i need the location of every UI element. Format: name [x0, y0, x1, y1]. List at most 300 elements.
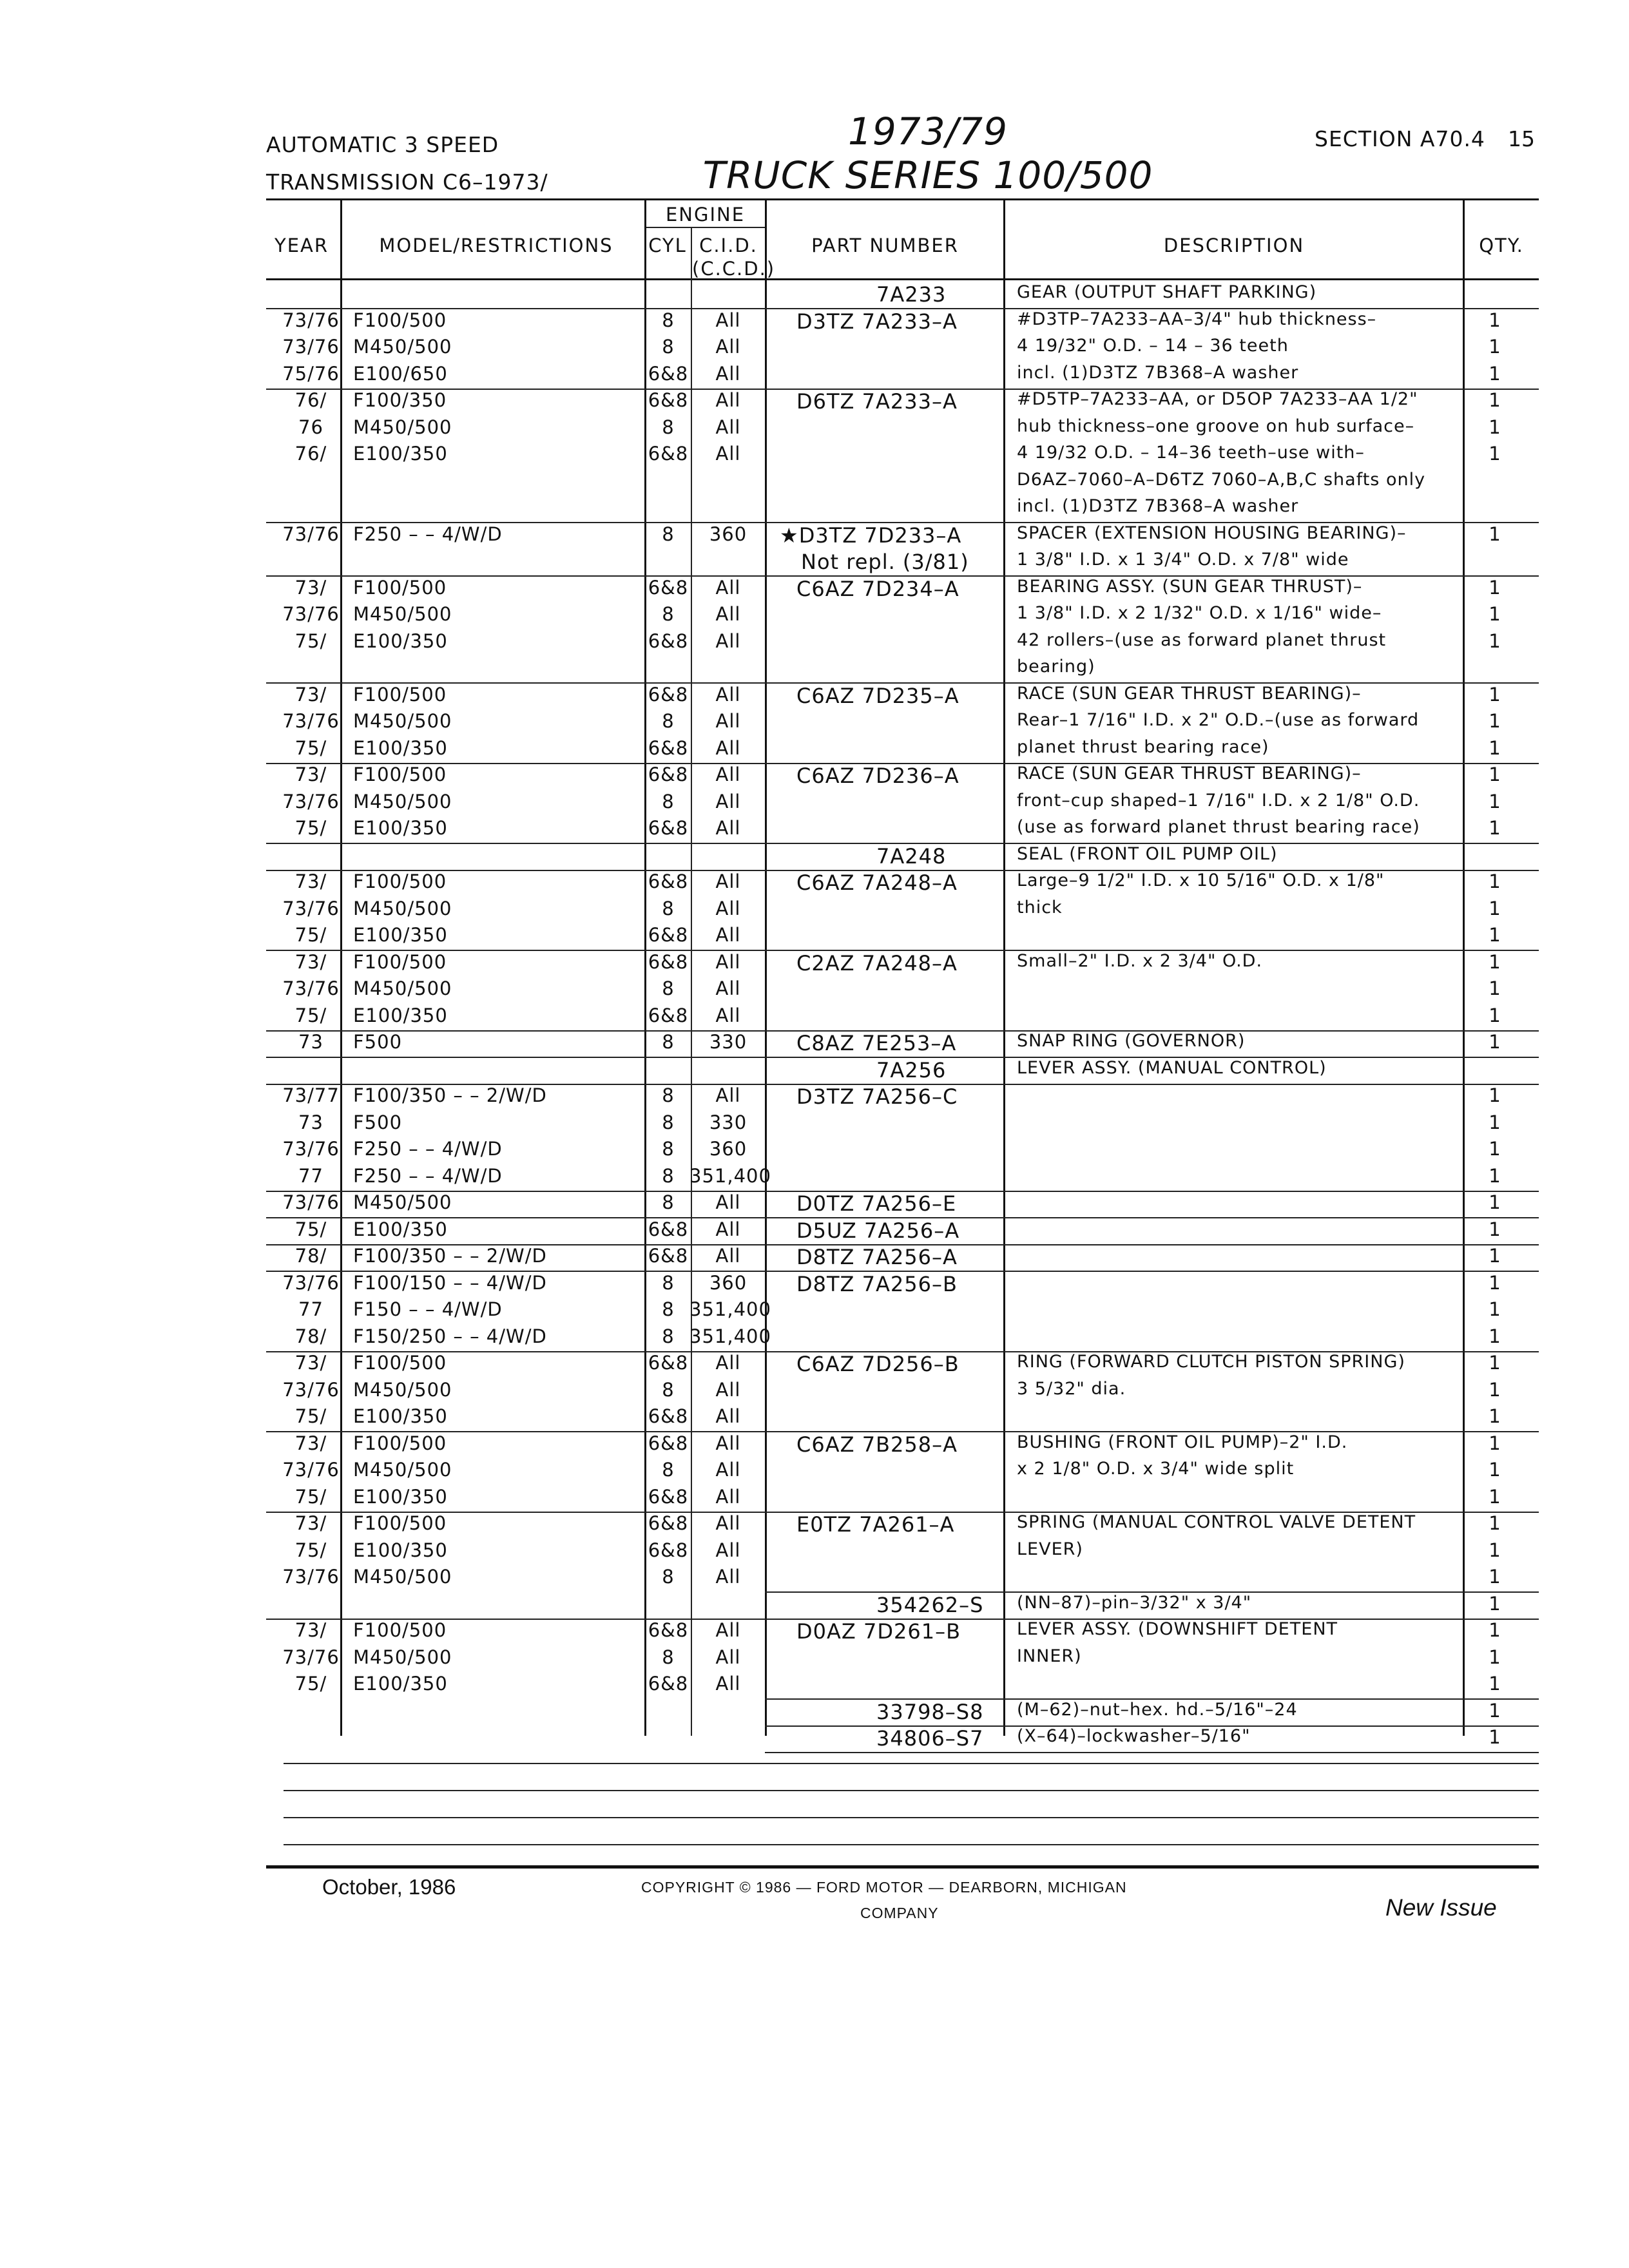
cell-model: M450/500 — [353, 1646, 452, 1668]
cell-desc: thick — [1017, 897, 1063, 918]
cell-model: E100/350 — [353, 736, 448, 759]
cell-yr: 75/ — [294, 1218, 327, 1240]
cell-model: E100/350 — [353, 1539, 448, 1561]
cell-qty: 1 — [1489, 1191, 1501, 1213]
footer-date: October, 1986 — [322, 1875, 456, 1899]
cell-cid: All — [715, 1646, 741, 1668]
cell-desc: LEVER ASSY. (MANUAL CONTROL) — [1017, 1057, 1327, 1078]
cell-yr: 78/ — [294, 1325, 327, 1347]
cell-cid: All — [715, 389, 741, 411]
cell-qty: 1 — [1489, 1084, 1501, 1106]
cell-qty: 1 — [1489, 416, 1501, 438]
cell-cid: All — [715, 362, 741, 385]
col-cyl-header: CYL — [648, 235, 687, 256]
cell-yr: 75/ — [294, 1673, 327, 1695]
cell-yr: 73/ — [294, 1619, 327, 1641]
cell-pn: 33798–S8 — [876, 1699, 984, 1724]
cell-qty: 1 — [1489, 1485, 1501, 1508]
cell-cyl: 6&8 — [648, 924, 689, 946]
cell-yr: 75/ — [294, 1539, 327, 1561]
cell-model: M450/500 — [353, 1566, 452, 1588]
cell-cyl: 8 — [662, 1164, 675, 1187]
cell-pn: D0TZ 7A256–E — [796, 1191, 957, 1216]
cell-cyl: 6&8 — [648, 1485, 689, 1508]
cell-cid: All — [715, 1512, 741, 1534]
cell-pn: D3TZ 7A233–A — [796, 309, 958, 334]
cell-model: F100/150 – – 4/W/D — [353, 1271, 547, 1294]
cell-yr: 73/ — [294, 950, 327, 973]
cell-pn: C6AZ 7D256–B — [796, 1352, 959, 1376]
cell-model: M450/500 — [353, 1191, 452, 1213]
cell-model: F100/500 — [353, 1432, 447, 1454]
cell-qty: 1 — [1489, 683, 1501, 706]
subject-line-2: TRANSMISSION C6–1973/ — [266, 169, 548, 195]
cell-yr: 77 — [298, 1298, 323, 1320]
cell-cyl: 6&8 — [648, 443, 689, 465]
cell-cid: All — [715, 1218, 741, 1240]
cell-cid: All — [715, 683, 741, 706]
cell-qty: 1 — [1489, 817, 1501, 839]
cell-cyl: 6&8 — [648, 764, 689, 785]
cell-pn: Not repl. (3/81) — [801, 550, 969, 574]
cell-cyl: 8 — [662, 309, 675, 331]
cell-desc: LEVER ASSY. (DOWNSHIFT DETENT — [1017, 1619, 1338, 1639]
cell-cyl: 6&8 — [648, 1218, 689, 1240]
col-cid-header: C.I.D. — [699, 235, 758, 256]
cell-yr: 73/ — [294, 576, 327, 599]
cell-qty: 1 — [1489, 576, 1501, 599]
cell-pn: C6AZ 7B258–A — [796, 1432, 958, 1457]
cell-qty: 1 — [1489, 389, 1501, 411]
cell-cid: All — [715, 1191, 741, 1213]
cell-desc: BUSHING (FRONT OIL PUMP)–2" I.D. — [1017, 1432, 1348, 1452]
cell-qty: 1 — [1489, 897, 1501, 919]
cell-model: F150 – – 4/W/D — [353, 1298, 503, 1320]
cell-cyl: 6&8 — [648, 1245, 689, 1267]
cell-cid: 351,400 — [689, 1325, 771, 1347]
cell-model: F100/500 — [353, 1619, 447, 1641]
cell-cyl: 8 — [662, 790, 675, 812]
cell-desc: (NN–87)–pin–3/32" x 3/4" — [1017, 1592, 1252, 1613]
cell-qty: 1 — [1489, 1619, 1501, 1641]
subject-line-1: AUTOMATIC 3 SPEED — [266, 132, 499, 157]
cell-qty: 1 — [1489, 977, 1501, 999]
cell-cyl: 8 — [662, 603, 675, 625]
cell-yr: 76/ — [294, 443, 327, 465]
cell-cid: All — [715, 790, 741, 812]
cell-cid: All — [715, 1619, 741, 1641]
cell-yr: 76 — [298, 416, 323, 438]
cell-yr: 76/ — [294, 389, 327, 411]
cell-model: F100/500 — [353, 576, 447, 599]
cell-model: M450/500 — [353, 416, 452, 438]
cell-cyl: 8 — [662, 1084, 675, 1106]
cell-cyl: 8 — [662, 1298, 675, 1320]
cell-pn: C2AZ 7A248–A — [796, 950, 958, 975]
cell-cyl: 6&8 — [648, 1619, 689, 1641]
col-qty-header: QTY. — [1479, 235, 1524, 256]
cell-qty: 1 — [1489, 603, 1501, 625]
footer-copyright: COPYRIGHT © 1986 — FORD MOTOR — DEARBORN, MICHIGAN — [641, 1879, 1127, 1896]
cell-yr: 75/ — [294, 1485, 327, 1508]
cell-yr: 73/77 — [282, 1084, 340, 1106]
cell-pn: C6AZ 7A248–A — [796, 870, 958, 895]
cell-qty: 1 — [1489, 1726, 1501, 1748]
cell-qty: 1 — [1489, 790, 1501, 812]
cell-cid: All — [715, 870, 741, 892]
cell-cyl: 8 — [662, 1031, 675, 1053]
page-number: 15 — [1508, 126, 1535, 151]
cell-cyl: 6&8 — [648, 736, 689, 759]
cell-cid: All — [715, 1084, 741, 1106]
cell-desc: D6AZ–7060–A–D6TZ 7060–A,B,C shafts only — [1017, 469, 1426, 490]
footer-issue: New Issue — [1385, 1894, 1497, 1921]
cell-model: M450/500 — [353, 977, 452, 999]
cell-cid: All — [715, 603, 741, 625]
cell-cid: 351,400 — [689, 1298, 771, 1320]
cell-cid: All — [715, 1566, 741, 1588]
cell-cid: All — [715, 1245, 741, 1267]
cell-desc: 42 rollers–(use as forward planet thrust — [1017, 629, 1387, 650]
cell-model: F100/500 — [353, 764, 447, 785]
cell-desc: incl. (1)D3TZ 7B368–A washer — [1017, 362, 1299, 383]
cell-cyl: 6&8 — [648, 1539, 689, 1561]
cell-yr: 73/76 — [282, 1459, 340, 1481]
cell-model: M450/500 — [353, 710, 452, 732]
cell-cid: All — [715, 1459, 741, 1481]
cell-desc: Rear–1 7/16" I.D. x 2" O.D.–(use as forward — [1017, 710, 1420, 730]
cell-model: F150/250 – – 4/W/D — [353, 1325, 547, 1347]
cell-model: E100/350 — [353, 1405, 448, 1427]
section-label: SECTION A70.4 — [1315, 126, 1485, 151]
cell-model: E100/350 — [353, 1004, 448, 1026]
cell-yr: 73/76 — [282, 977, 340, 999]
cell-yr: 73/76 — [282, 1646, 340, 1668]
cell-cyl: 8 — [662, 1111, 675, 1133]
cell-model: M450/500 — [353, 603, 452, 625]
cell-yr: 75/76 — [282, 362, 340, 385]
cell-qty: 1 — [1489, 309, 1501, 331]
cell-desc: (use as forward planet thrust bearing race) — [1017, 817, 1420, 837]
cell-cid: All — [715, 629, 741, 652]
cell-pn: D5UZ 7A256–A — [796, 1218, 960, 1243]
cell-model: E100/350 — [353, 1673, 448, 1695]
cell-desc: 4 19/32" O.D. – 14 – 36 teeth — [1017, 336, 1289, 356]
cell-pn: 7A248 — [876, 843, 947, 869]
cell-cid: All — [715, 1405, 741, 1427]
cell-cyl: 6&8 — [648, 870, 689, 892]
cell-yr: 73/76 — [282, 1191, 340, 1213]
cell-qty: 1 — [1489, 1512, 1501, 1534]
cell-cyl: 8 — [662, 336, 675, 358]
cell-cid: All — [715, 924, 741, 946]
cell-yr: 73 — [298, 1031, 323, 1053]
cell-desc: #D3TP–7A233–AA–3/4" hub thickness– — [1017, 309, 1377, 329]
cell-desc: hub thickness–one groove on hub surface– — [1017, 416, 1415, 436]
cell-model: F100/500 — [353, 950, 447, 973]
cell-cyl: 6&8 — [648, 1004, 689, 1026]
cell-cid: All — [715, 1378, 741, 1401]
cell-yr: 73/76 — [282, 1378, 340, 1401]
cell-cyl: 6&8 — [648, 1405, 689, 1427]
cell-yr: 73/ — [294, 764, 327, 785]
cell-qty: 1 — [1489, 1539, 1501, 1561]
cell-cyl: 8 — [662, 977, 675, 999]
cell-yr: 73/76 — [282, 1566, 340, 1588]
cell-yr: 73/76 — [282, 309, 340, 331]
cell-qty: 1 — [1489, 1031, 1501, 1053]
cell-qty: 1 — [1489, 1138, 1501, 1160]
cell-cyl: 6&8 — [648, 1432, 689, 1454]
cell-cid: 351,400 — [689, 1164, 771, 1187]
cell-cid: All — [715, 416, 741, 438]
cell-qty: 1 — [1489, 1405, 1501, 1427]
cell-model: E100/350 — [353, 924, 448, 946]
cell-qty: 1 — [1489, 362, 1501, 385]
cell-model: F250 – – 4/W/D — [353, 523, 503, 545]
cell-cyl: 6&8 — [648, 683, 689, 706]
cell-qty: 1 — [1489, 1646, 1501, 1668]
cell-cid: 360 — [709, 1271, 747, 1294]
cell-qty: 1 — [1489, 1459, 1501, 1481]
cell-qty: 1 — [1489, 336, 1501, 358]
cell-desc: front–cup shaped–1 7/16" I.D. x 2 1/8" O.D. — [1017, 790, 1420, 811]
cell-qty: 1 — [1489, 764, 1501, 785]
cell-yr: 75/ — [294, 629, 327, 652]
col-model-header: MODEL/RESTRICTIONS — [379, 235, 613, 256]
cell-pn: 354262–S — [876, 1592, 984, 1617]
cell-desc: planet thrust bearing race) — [1017, 736, 1269, 757]
cell-desc: 4 19/32 O.D. – 14–36 teeth–use with– — [1017, 443, 1365, 463]
cell-cid: All — [715, 1673, 741, 1695]
cell-cyl: 6&8 — [648, 1352, 689, 1374]
cell-desc: RING (FORWARD CLUTCH PISTON SPRING) — [1017, 1352, 1405, 1372]
cell-qty: 1 — [1489, 870, 1501, 892]
cell-pn: C6AZ 7D234–A — [796, 576, 959, 601]
cell-model: E100/350 — [353, 1218, 448, 1240]
cell-cyl: 8 — [662, 523, 675, 545]
cell-cyl: 6&8 — [648, 1512, 689, 1534]
cell-cid: All — [715, 1485, 741, 1508]
cell-cyl: 6&8 — [648, 1673, 689, 1695]
cell-model: F500 — [353, 1111, 403, 1133]
cell-desc: GEAR (OUTPUT SHAFT PARKING) — [1017, 282, 1317, 302]
cell-pn: C8AZ 7E253–A — [796, 1031, 957, 1055]
cell-model: E100/350 — [353, 443, 448, 465]
cell-pn: D8TZ 7A256–A — [796, 1245, 958, 1269]
cell-model: F100/350 — [353, 389, 447, 411]
row-separator — [765, 1752, 1539, 1753]
cell-yr: 73/76 — [282, 603, 340, 625]
cell-desc: 3 5/32" dia. — [1017, 1378, 1126, 1399]
cell-desc: bearing) — [1017, 657, 1095, 677]
cell-qty: 1 — [1489, 1592, 1501, 1615]
cell-cyl: 6&8 — [648, 629, 689, 652]
cell-qty: 1 — [1489, 1432, 1501, 1454]
cell-desc: SPRING (MANUAL CONTROL VALVE DETENT — [1017, 1512, 1416, 1532]
cell-cid: All — [715, 309, 741, 331]
title-series: TRUCK SERIES 100/500 — [702, 153, 1153, 197]
cell-qty: 1 — [1489, 736, 1501, 759]
cell-cyl: 8 — [662, 416, 675, 438]
cell-yr: 77 — [298, 1164, 323, 1187]
col-desc-header: DESCRIPTION — [1163, 235, 1305, 256]
cell-pn: D3TZ 7A256–C — [796, 1084, 958, 1109]
col-engine-header: ENGINE — [665, 204, 746, 226]
cell-cid: All — [715, 950, 741, 973]
cell-yr: 73/76 — [282, 1271, 340, 1294]
cell-yr: 75/ — [294, 1405, 327, 1427]
cell-model: F100/350 – – 2/W/D — [353, 1245, 547, 1267]
cell-cyl: 8 — [662, 1459, 675, 1481]
cell-pn: 7A233 — [876, 282, 947, 307]
cell-desc: INNER) — [1017, 1646, 1082, 1666]
cell-pn: E0TZ 7A261–A — [796, 1512, 955, 1537]
cell-yr: 73/76 — [282, 336, 340, 358]
cell-desc: SNAP RING (GOVERNOR) — [1017, 1031, 1246, 1051]
cell-yr: 75/ — [294, 736, 327, 759]
cell-pn: C6AZ 7D236–A — [796, 764, 959, 788]
cell-model: M450/500 — [353, 1378, 452, 1401]
cell-yr: 75/ — [294, 1004, 327, 1026]
cell-cid: All — [715, 1352, 741, 1374]
cell-pn: C6AZ 7D235–A — [796, 683, 959, 708]
cell-model: F100/500 — [353, 309, 447, 331]
cell-desc: RACE (SUN GEAR THRUST BEARING)– — [1017, 683, 1362, 704]
cell-cyl: 8 — [662, 1271, 675, 1294]
cell-yr: 75/ — [294, 924, 327, 946]
cell-pn: 7A256 — [876, 1057, 947, 1082]
cell-cid: All — [715, 1432, 741, 1454]
cell-qty: 1 — [1489, 1352, 1501, 1374]
cell-qty: 1 — [1489, 1699, 1501, 1722]
cell-yr: 73/76 — [282, 1138, 340, 1160]
cell-cid: All — [715, 576, 741, 599]
cell-desc: #D5TP–7A233–AA, or D5OP 7A233–AA 1/2" — [1017, 389, 1418, 409]
cell-qty: 1 — [1489, 443, 1501, 465]
cell-cyl: 8 — [662, 1566, 675, 1588]
cell-cyl: 8 — [662, 1646, 675, 1668]
cell-cid: 360 — [709, 523, 747, 545]
cell-qty: 1 — [1489, 1111, 1501, 1133]
col-part-header: PART NUMBER — [811, 235, 959, 256]
cell-yr: 73/ — [294, 870, 327, 892]
cell-qty: 1 — [1489, 1245, 1501, 1267]
cell-desc: BEARING ASSY. (SUN GEAR THRUST)– — [1017, 576, 1363, 597]
cell-desc: Large–9 1/2" I.D. x 10 5/16" O.D. x 1/8" — [1017, 870, 1385, 890]
cell-pn: D8TZ 7A256–B — [796, 1271, 958, 1296]
cell-model: E100/350 — [353, 817, 448, 839]
cell-model: E100/350 — [353, 1485, 448, 1508]
cell-model: E100/650 — [353, 362, 448, 385]
cell-qty: 1 — [1489, 1218, 1501, 1240]
cell-cyl: 6&8 — [648, 389, 689, 411]
cell-cyl: 6&8 — [648, 576, 689, 599]
cell-cyl: 6&8 — [648, 950, 689, 973]
cell-yr: 78/ — [294, 1245, 327, 1267]
cell-cid: All — [715, 336, 741, 358]
cell-model: M450/500 — [353, 790, 452, 812]
cell-yr: 73/76 — [282, 523, 340, 545]
cell-model: F100/350 – – 2/W/D — [353, 1084, 547, 1106]
cell-yr: 73/ — [294, 1512, 327, 1534]
cell-desc: 1 3/8" I.D. x 2 1/32" O.D. x 1/16" wide– — [1017, 603, 1382, 623]
cell-qty: 1 — [1489, 629, 1501, 652]
title-years: 1973/79 — [848, 110, 1008, 153]
cell-cid: All — [715, 710, 741, 732]
cell-qty: 1 — [1489, 1566, 1501, 1588]
cell-cid: 330 — [709, 1031, 747, 1053]
cell-qty: 1 — [1489, 1004, 1501, 1026]
cell-qty: 1 — [1489, 1164, 1501, 1187]
cell-cid: All — [715, 443, 741, 465]
cell-qty: 1 — [1489, 1378, 1501, 1401]
cell-qty: 1 — [1489, 523, 1501, 545]
cell-desc: incl. (1)D3TZ 7B368–A washer — [1017, 496, 1299, 516]
cell-desc: x 2 1/8" O.D. x 3/4" wide split — [1017, 1459, 1295, 1479]
cell-model: M450/500 — [353, 1459, 452, 1481]
cell-pn: D0AZ 7D261–B — [796, 1619, 961, 1644]
cell-yr: 73/ — [294, 683, 327, 706]
cell-cyl: 6&8 — [648, 817, 689, 839]
cell-cid: All — [715, 764, 741, 785]
cell-model: F250 – – 4/W/D — [353, 1138, 503, 1160]
cell-model: F100/500 — [353, 1512, 447, 1534]
cell-cid: All — [715, 1004, 741, 1026]
cell-cyl: 8 — [662, 710, 675, 732]
footer-company: COMPANY — [860, 1905, 939, 1921]
cell-cid: All — [715, 897, 741, 919]
document-subject — [266, 126, 548, 201]
cell-yr: 73/76 — [282, 710, 340, 732]
cell-desc: LEVER) — [1017, 1539, 1083, 1559]
cell-qty: 1 — [1489, 950, 1501, 973]
document-title — [644, 110, 1211, 197]
cell-desc: (M–62)–nut–hex. hd.–5/16"–24 — [1017, 1699, 1298, 1720]
cell-model: F100/500 — [353, 683, 447, 706]
cell-cid: 360 — [709, 1138, 747, 1160]
cell-model: F100/500 — [353, 1352, 447, 1374]
cell-cyl: 8 — [662, 1378, 675, 1401]
cell-desc: (X–64)–lockwasher–5/16" — [1017, 1726, 1251, 1746]
cell-yr: 75/ — [294, 817, 327, 839]
cell-cyl: 6&8 — [648, 362, 689, 385]
cell-qty: 1 — [1489, 1271, 1501, 1294]
cell-pn: 34806–S7 — [876, 1726, 984, 1751]
cell-cid: All — [715, 736, 741, 759]
col-ccd-header: (C.C.D.) — [692, 258, 776, 280]
cell-desc: SPACER (EXTENSION HOUSING BEARING)– — [1017, 523, 1407, 543]
cell-yr: 73 — [298, 1111, 323, 1133]
cell-yr: 73/ — [294, 1432, 327, 1454]
cell-qty: 1 — [1489, 1673, 1501, 1695]
cell-yr: 73/76 — [282, 897, 340, 919]
cell-cid: All — [715, 1539, 741, 1561]
cell-model: E100/350 — [353, 629, 448, 652]
cell-model: F500 — [353, 1031, 403, 1053]
cell-cid: 330 — [709, 1111, 747, 1133]
cell-model: F250 – – 4/W/D — [353, 1164, 503, 1187]
cell-qty: 1 — [1489, 1325, 1501, 1347]
cell-cyl: 8 — [662, 1191, 675, 1213]
cell-desc: SEAL (FRONT OIL PUMP OIL) — [1017, 843, 1278, 864]
cell-model: F100/500 — [353, 870, 447, 892]
cell-cid: All — [715, 817, 741, 839]
cell-yr: 73/76 — [282, 790, 340, 812]
cell-qty: 1 — [1489, 1298, 1501, 1320]
cell-model: M450/500 — [353, 336, 452, 358]
cell-desc: Small–2" I.D. x 2 3/4" O.D. — [1017, 950, 1263, 971]
